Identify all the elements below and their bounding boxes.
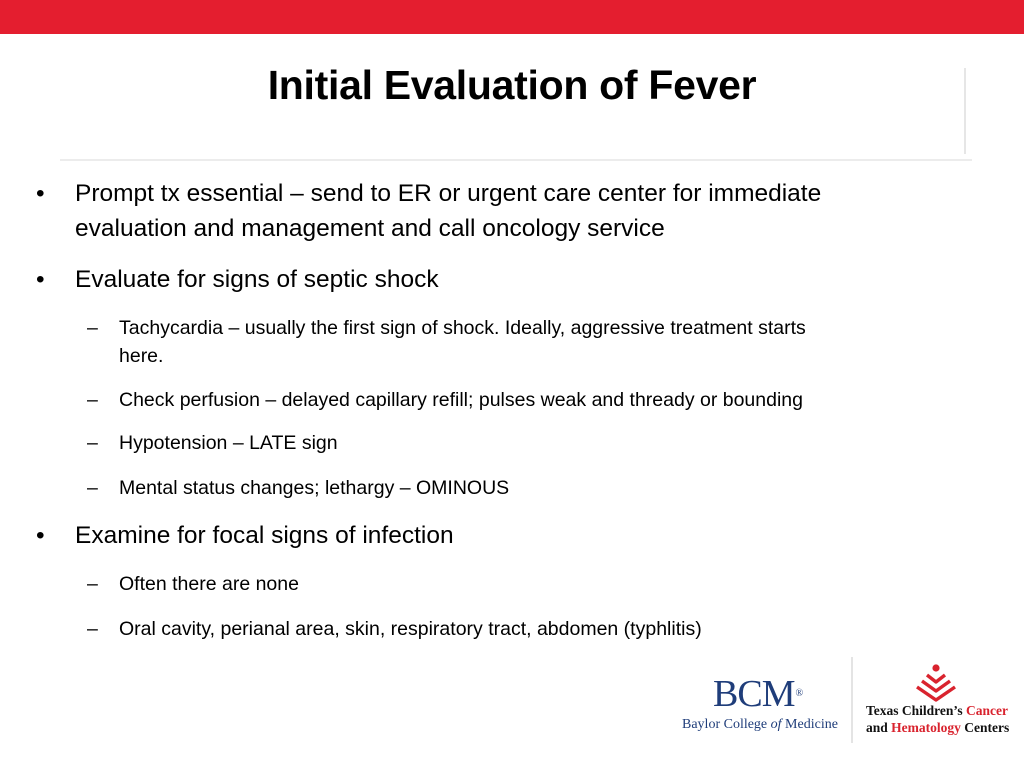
tch-line-1 <box>866 702 1009 719</box>
chevron-stack-icon <box>914 664 958 706</box>
bcm-letters: BCM <box>713 673 795 715</box>
slide-title: Initial Evaluation of Fever <box>267 62 757 108</box>
bullet-mark: • <box>36 522 45 549</box>
bullet-text-line: evaluation and management and call oncology service <box>75 215 665 242</box>
sub-bullet-mark: – <box>87 477 98 499</box>
sub-bullet-mark: – <box>87 432 98 454</box>
sub-bullet-mark: – <box>87 573 98 595</box>
sub-bullet-text-line: Mental status changes; lethargy – OMINOUS <box>119 477 510 499</box>
sub-bullet-mark: – <box>87 317 98 339</box>
bullet-mark: • <box>36 180 45 207</box>
texas-childrens-logo <box>862 664 1012 744</box>
bcm-wordmark <box>713 674 802 714</box>
bcm-name-part: Medicine <box>781 717 838 732</box>
bullet-text-line: Prompt tx essential – send to ER or urgent care center for immediate <box>75 180 822 207</box>
bcm-name-part: Baylor College <box>682 717 771 732</box>
sub-bullet-text-line: Check perfusion – delayed capillary refill; pulses weak and thready or bounding <box>119 389 803 411</box>
tch-text-part: and <box>866 720 892 735</box>
sub-bullet-text-line: Often there are none <box>119 573 299 595</box>
sub-bullet-text-line: Oral cavity, perianal area, skin, respiratory tract, abdomen (typhlitis) <box>119 618 702 640</box>
registered-mark: ® <box>795 688 803 699</box>
bullet-text-line: Examine for focal signs of infection <box>75 522 454 549</box>
tch-wordmark <box>866 702 1009 736</box>
bcm-institution-name <box>682 717 838 733</box>
tch-text-accent: Cancer <box>966 703 1009 718</box>
tch-text-accent: Hematology <box>891 720 961 735</box>
tch-text-part: Texas Children’s <box>866 703 967 718</box>
sub-bullet-mark: – <box>87 389 98 411</box>
sub-bullet-mark: – <box>87 618 98 640</box>
bcm-logo <box>680 674 840 744</box>
sub-bullet-text-line: Tachycardia – usually the first sign of shock. Ideally, aggressive treatment starts <box>119 317 806 339</box>
tch-line-2 <box>866 719 1009 736</box>
tch-text-part: Centers <box>960 720 1010 735</box>
bullet-mark: • <box>36 266 45 293</box>
sub-bullet-text-line: Hypotension – LATE sign <box>119 432 338 454</box>
logo-divider <box>851 657 853 743</box>
bullet-text-line: Evaluate for signs of septic shock <box>75 266 439 293</box>
sub-bullet-text-line: here. <box>119 345 164 367</box>
bcm-name-of: of <box>770 717 782 732</box>
